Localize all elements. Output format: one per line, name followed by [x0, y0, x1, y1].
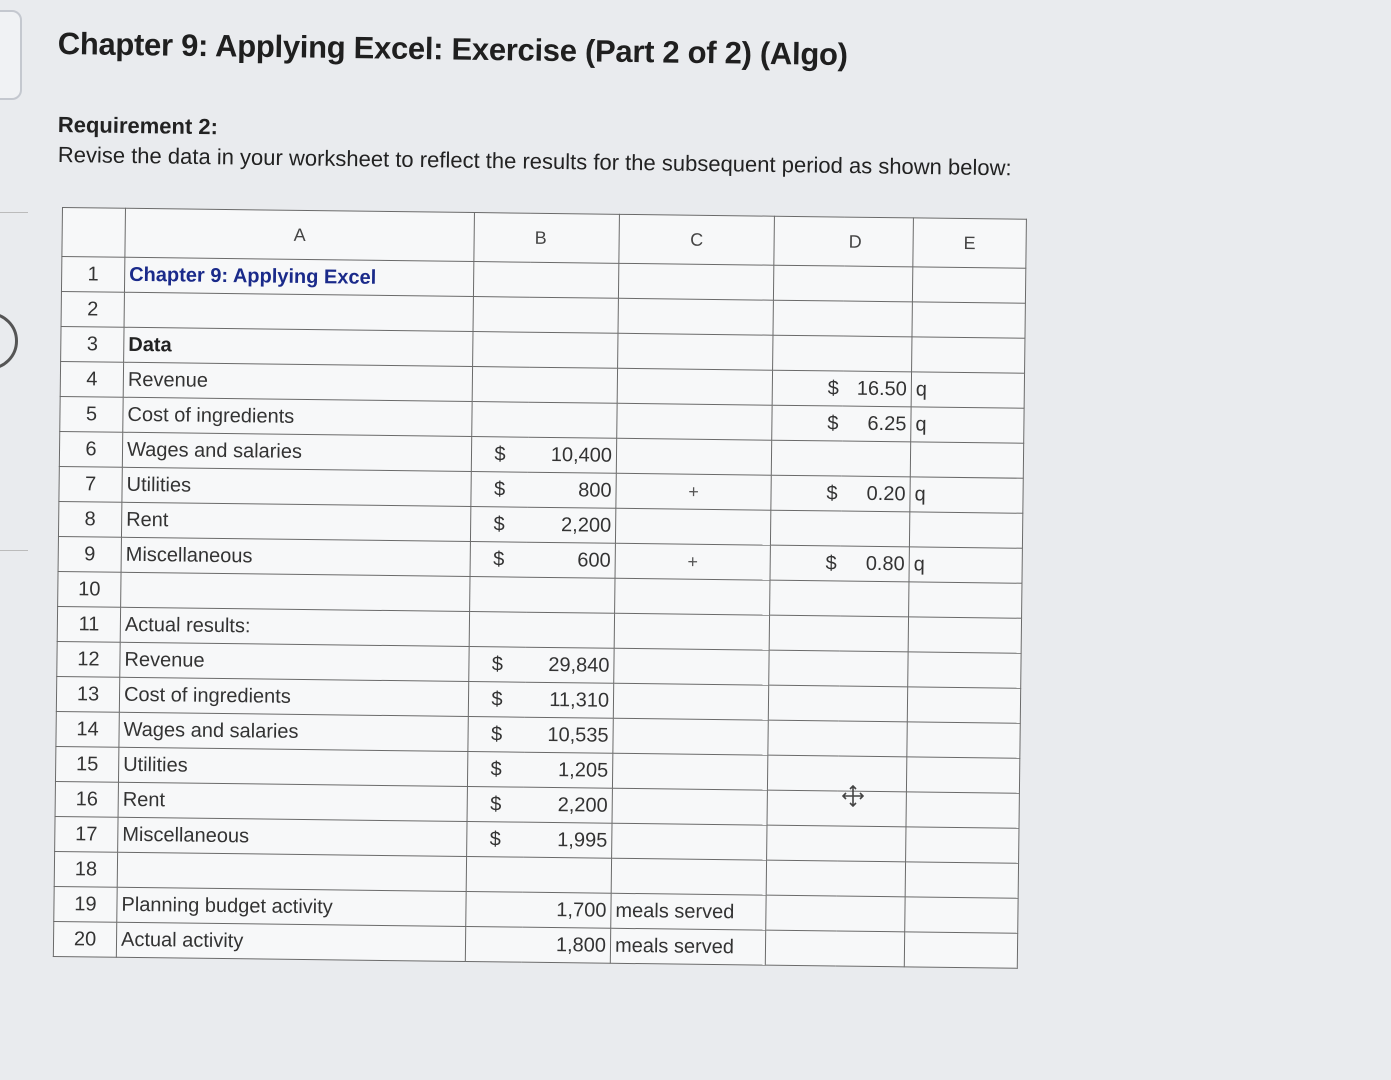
cell-d-currency[interactable]: $: [771, 475, 842, 511]
cell-c[interactable]: [617, 368, 772, 405]
cell-e[interactable]: [907, 722, 1020, 758]
spreadsheet: [53, 207, 1027, 969]
cell-d-value[interactable]: [841, 511, 910, 547]
cell-a[interactable]: Planning budget activity: [117, 887, 466, 926]
cell-a[interactable]: Wages and salaries: [122, 432, 471, 471]
cell-d-currency[interactable]: [767, 825, 838, 861]
cell-b-currency[interactable]: [472, 402, 529, 438]
cell-a[interactable]: Miscellaneous: [121, 537, 470, 576]
cell-a[interactable]: Utilities: [118, 747, 467, 786]
cell-b-currency[interactable]: $: [469, 647, 526, 683]
cell-e[interactable]: q: [909, 547, 1022, 583]
row-number[interactable]: 12: [57, 641, 120, 677]
column-header-d-left: [774, 216, 845, 266]
cell-b-value[interactable]: [528, 402, 617, 438]
cell-b-currency[interactable]: [466, 891, 523, 927]
cell-a[interactable]: Cost of ingredients: [119, 677, 468, 716]
cell-e[interactable]: q: [911, 372, 1024, 408]
cell-e[interactable]: [912, 337, 1025, 373]
cell-a[interactable]: Wages and salaries: [119, 712, 468, 751]
cell-e[interactable]: [909, 582, 1022, 618]
cell-d-currency[interactable]: [767, 755, 838, 791]
row-number[interactable]: 9: [58, 536, 121, 572]
cell-d-currency[interactable]: [769, 650, 840, 686]
cell-e[interactable]: [906, 827, 1019, 863]
row-number[interactable]: 8: [58, 501, 121, 537]
cell-c[interactable]: [613, 683, 768, 720]
cell-d-value[interactable]: [842, 441, 911, 477]
cell-c[interactable]: [612, 753, 767, 790]
cell-d-value[interactable]: [836, 931, 905, 967]
row-number[interactable]: 4: [60, 361, 123, 397]
column-header-e: E: [913, 218, 1027, 268]
row-number[interactable]: 1: [61, 257, 124, 293]
cell-d-value[interactable]: [838, 721, 907, 757]
cell-e[interactable]: [905, 862, 1018, 898]
row-number[interactable]: 14: [56, 711, 119, 747]
cell-d-value[interactable]: [840, 581, 909, 617]
corner-cell: [62, 208, 126, 258]
cell-d-currency[interactable]: [767, 790, 838, 826]
cell-c[interactable]: [616, 438, 771, 475]
cell-d-currency[interactable]: [773, 300, 844, 336]
left-edge-circle: [0, 312, 18, 370]
cell-e[interactable]: [905, 897, 1018, 933]
column-header-b: B: [530, 213, 619, 263]
cell-a[interactable]: [124, 292, 473, 331]
cell-a[interactable]: Revenue: [120, 642, 469, 681]
row-number[interactable]: 13: [56, 676, 119, 712]
cell-b-value[interactable]: 1,700: [522, 892, 611, 928]
cell-d-currency[interactable]: [769, 615, 840, 651]
cell-d-value[interactable]: [840, 616, 909, 652]
cell-d-value[interactable]: [839, 686, 908, 722]
requirement-heading: Requirement 2:: [57, 112, 219, 140]
spreadsheet-table: [53, 207, 1027, 969]
cell-d-value[interactable]: [843, 301, 912, 337]
cell-c[interactable]: [612, 823, 767, 860]
left-divider: [0, 550, 28, 551]
cell-b-currency[interactable]: $: [467, 786, 524, 822]
cell-d-currency[interactable]: [768, 720, 839, 756]
column-header-b-left: [474, 213, 531, 263]
cell-d-currency[interactable]: [766, 895, 837, 931]
cell-d-value[interactable]: 0.20: [841, 476, 910, 512]
cell-d-value[interactable]: [844, 266, 913, 302]
cell-a[interactable]: Revenue: [123, 362, 472, 401]
row-number[interactable]: 11: [57, 606, 120, 642]
cell-b-value[interactable]: [530, 262, 619, 298]
cell-b-currency[interactable]: $: [471, 437, 528, 473]
cell-c[interactable]: +: [616, 473, 771, 510]
cell-d-currency[interactable]: $: [772, 370, 843, 406]
cell-a[interactable]: Miscellaneous: [118, 817, 467, 856]
cell-c[interactable]: meals served: [611, 893, 766, 930]
cell-c[interactable]: [613, 718, 768, 755]
cell-a[interactable]: Cost of ingredients: [123, 397, 472, 436]
cell-b-currency[interactable]: [465, 926, 522, 962]
cell-a[interactable]: Actual results:: [120, 607, 469, 646]
row-number[interactable]: 17: [55, 816, 118, 852]
cell-e[interactable]: [910, 442, 1023, 478]
cell-e[interactable]: [912, 302, 1025, 338]
cell-b-value[interactable]: 1,205: [524, 752, 613, 788]
cell-a[interactable]: [121, 572, 470, 611]
cell-b-value[interactable]: [529, 332, 618, 368]
cell-a[interactable]: Actual activity: [116, 922, 465, 961]
column-header-c: C: [619, 214, 775, 265]
left-divider: [0, 212, 28, 213]
cell-b-value[interactable]: [523, 857, 612, 893]
row-number[interactable]: 20: [53, 921, 116, 957]
row-number[interactable]: 2: [61, 291, 124, 327]
row-number[interactable]: 6: [59, 431, 122, 467]
cell-d-currency[interactable]: $: [772, 405, 843, 441]
row-number[interactable]: 18: [54, 851, 117, 887]
cell-e[interactable]: [907, 687, 1020, 723]
cell-c[interactable]: [614, 648, 769, 685]
cell-e[interactable]: [906, 757, 1019, 793]
move-cursor-icon: [842, 785, 864, 807]
cell-e[interactable]: q: [911, 407, 1024, 443]
cell-b-currency[interactable]: [466, 856, 523, 892]
cell-b-value[interactable]: [526, 612, 615, 648]
cell-d-currency[interactable]: [773, 335, 844, 371]
cell-e[interactable]: [909, 512, 1022, 548]
cell-b-currency[interactable]: [473, 262, 530, 298]
cell-c[interactable]: [614, 613, 769, 650]
cell-d-value[interactable]: [843, 336, 912, 372]
column-header-a: A: [125, 208, 475, 261]
row-number[interactable]: 7: [59, 466, 122, 502]
cell-e[interactable]: [908, 652, 1021, 688]
cell-c[interactable]: [612, 788, 767, 825]
cell-b-value[interactable]: 10,535: [524, 717, 613, 753]
cell-c[interactable]: [618, 263, 773, 300]
cell-a[interactable]: Rent: [121, 502, 470, 541]
cell-b-currency[interactable]: $: [468, 717, 525, 753]
cell-d-value[interactable]: 16.50: [843, 371, 912, 407]
cell-c[interactable]: +: [615, 543, 770, 580]
cell-a[interactable]: Rent: [118, 782, 467, 821]
cell-c[interactable]: [611, 858, 766, 895]
cell-c[interactable]: [617, 403, 772, 440]
cell-b-currency[interactable]: $: [471, 472, 528, 508]
cell-e[interactable]: [908, 617, 1021, 653]
cell-b-value[interactable]: 29,840: [525, 647, 614, 683]
cell-d-value[interactable]: [839, 651, 908, 687]
cell-e[interactable]: [912, 267, 1025, 303]
cell-b-value[interactable]: 2,200: [524, 787, 613, 823]
cell-a[interactable]: Utilities: [122, 467, 471, 506]
cell-b-currency[interactable]: [473, 332, 530, 368]
cell-d-value[interactable]: [836, 896, 905, 932]
cell-b-value[interactable]: [526, 577, 615, 613]
cell-e[interactable]: q: [910, 477, 1023, 513]
cell-b-value[interactable]: 1,995: [523, 822, 612, 858]
page-title: Chapter 9: Applying Excel: Exercise (Part 2 of 2) (Algo): [57, 26, 848, 73]
cell-b-value[interactable]: 2,200: [527, 507, 616, 543]
cell-e[interactable]: [904, 932, 1017, 968]
cell-d-value[interactable]: 6.25: [842, 406, 911, 442]
row-number[interactable]: 19: [54, 886, 117, 922]
row-number[interactable]: 16: [55, 781, 118, 817]
cell-a[interactable]: Data: [124, 327, 473, 366]
cell-d-currency[interactable]: [773, 265, 844, 301]
cell-c[interactable]: [618, 333, 773, 370]
cell-d-currency[interactable]: [766, 860, 837, 896]
cell-b-currency[interactable]: $: [470, 507, 527, 543]
cell-d-value[interactable]: [837, 861, 906, 897]
cell-b-currency[interactable]: [469, 612, 526, 648]
cell-c[interactable]: meals served: [610, 928, 765, 965]
cell-b-value[interactable]: 11,310: [525, 682, 614, 718]
row-number[interactable]: 3: [61, 326, 124, 362]
cell-b-currency[interactable]: $: [467, 751, 524, 787]
cell-d-currency[interactable]: [770, 580, 841, 616]
cell-b-value[interactable]: [530, 297, 619, 333]
cell-b-currency[interactable]: $: [467, 821, 524, 857]
cell-d-currency[interactable]: [771, 440, 842, 476]
requirement-text: Revise the data in your worksheet to reflect the results for the subsequent period as shown below:: [57, 142, 1012, 181]
cell-e[interactable]: [906, 792, 1019, 828]
cell-d-currency[interactable]: [765, 930, 836, 966]
cell-b-value[interactable]: 1,800: [522, 927, 611, 963]
row-number[interactable]: 5: [60, 396, 123, 432]
cell-a[interactable]: [117, 852, 466, 891]
cell-b-value[interactable]: 600: [527, 542, 616, 578]
cell-b-value[interactable]: 800: [527, 472, 616, 508]
cell-b-currency[interactable]: [470, 577, 527, 613]
column-header-d: D: [844, 217, 913, 267]
cell-d-currency[interactable]: [768, 685, 839, 721]
row-number[interactable]: 15: [55, 746, 118, 782]
cell-b-currency[interactable]: [473, 297, 530, 333]
cell-b-value[interactable]: 10,400: [528, 437, 617, 473]
left-edge-panel: [0, 10, 22, 100]
cell-b-currency[interactable]: [472, 367, 529, 403]
cell-b-value[interactable]: [529, 367, 618, 403]
row-number[interactable]: 10: [58, 571, 121, 607]
cell-c[interactable]: [615, 508, 770, 545]
cell-b-currency[interactable]: $: [470, 542, 527, 578]
cell-c[interactable]: [618, 298, 773, 335]
cell-d-currency[interactable]: $: [770, 545, 841, 581]
cell-d-currency[interactable]: [770, 510, 841, 546]
cell-d-value[interactable]: [837, 826, 906, 862]
cell-c[interactable]: [615, 578, 770, 615]
cell-b-currency[interactable]: $: [468, 682, 525, 718]
cell-a[interactable]: Chapter 9: Applying Excel: [124, 257, 473, 296]
cell-d-value[interactable]: 0.80: [840, 546, 909, 582]
